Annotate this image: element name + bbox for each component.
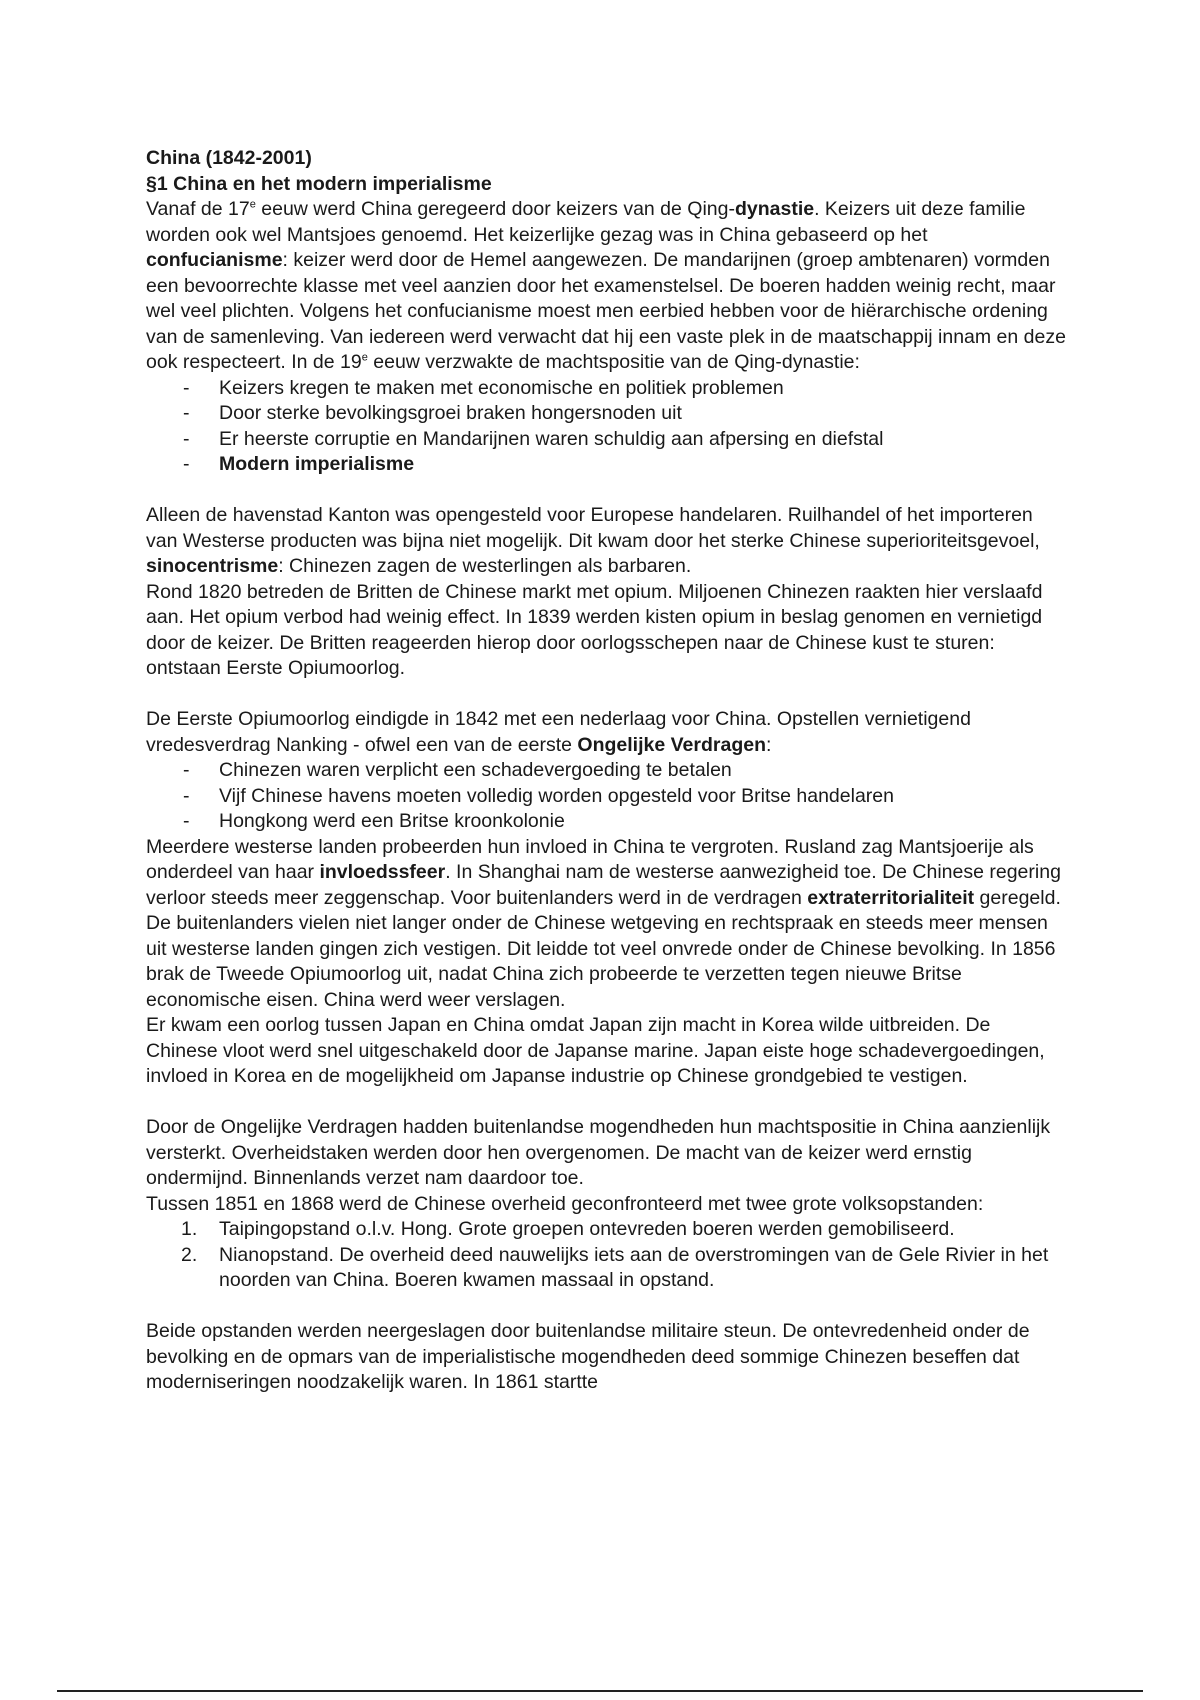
paragraph-opium: Rond 1820 betreden de Britten de Chinese markt met opium. Miljoenen Chinezen raakten hier verslaafd aan. Het opium verbod had weinig effect. In 1839 werden kisten opium in beslag genomen en vernietigd door de keizer. De Britten reageerden hierop door oorlogsschepen naar de Chinese kust te sturen: ontstaan Eerste Opiumoorlog. <box>146 580 1043 679</box>
list-item: - Vijf Chinese havens moeten volledig worden opgesteld voor Britse handelaren <box>183 784 894 807</box>
paragraph-qing-dynasty: Vanaf de 17e eeuw werd China geregeerd door keizers van de Qing-dynastie. Keizers uit deze familie worden ook wel Mantsjoes genoemd. Het keizerlijke gezag was in China gebaseerd op het confucianisme: keizer werd door de Hemel aangewezen. De mandarijnen (groep ambtenaren) vormden een bevoorrechte klasse met veel aanzien door het examenstelsel. De boeren hadden weinig recht, maar wel veel plichten. Volgens het confucianisme moest men eerbied hebben voor de hiërarchische ordening van de samenleving. Van iedereen werd verwacht dat hij een vaste plek in de maatschappij innam en deze ook respecteert. In de 19e eeuw verzwakte de machtspositie van de Qing-dynastie: <box>146 198 1066 373</box>
paragraph-first-opium-war: De Eerste Opiumoorlog eindigde in 1842 met een nederlaag voor China. Opstellen vernietigend vredesverdrag Nanking - ofwel een van de eerste Ongelijke Verdragen: <box>146 708 971 756</box>
list-item: - Chinezen waren verplicht een schadevergoeding te betalen <box>183 759 732 781</box>
paragraph-unequal-treaties: Door de Ongelijke Verdragen hadden buitenlandse mogendheden hun machtspositie in China aanzienlijk versterkt. Overheidstaken werden door hen overgenomen. De macht van de keizer werd ernstig ondermijnd. Binnenlands verzet nam daardoor toe. <box>146 1116 1051 1189</box>
list-item: - Er heerste corruptie en Mandarijnen waren schuldig aan afpersing en diefstal <box>183 427 884 450</box>
list-item: - Hongkong werd een Britse kroonkolonie <box>183 810 565 832</box>
paragraph-modernisation: Beide opstanden werden neergeslagen door buitenlandse militaire steun. De ontevredenheid onder de bevolking en de opmars van de imperialistische mogendheden deed sommige Chinezen beseffen dat moderniseringen noodzakelijk waren. In 1861 startte <box>146 1320 1030 1393</box>
paragraph-influence: Meerdere westerse landen probeerden hun invloed in China te vergroten. Rusland zag Mantsjoerije als onderdeel van haar invloedssfeer. In Shanghai nam de westerse aanwezigheid toe. De Chinese regering verloor steeds meer zeggenschap. Voor buitenlanders werd in de verdragen extraterritorialiteit geregeld. De buitenlanders vielen niet langer onder de Chinese wetgeving en rechtspraak en steeds meer mensen uit westerse landen gingen zich vestigen. Dit leidde tot veel onvrede onder de Chinese bevolking. In 1856 brak de Tweede Opiumoorlog uit, nadat China zich probeerde te verzetten tegen nieuwe Britse economische eisen. China werd weer verslagen. <box>146 835 1061 1011</box>
term-sinocentrisme: sinocentrisme <box>146 555 279 577</box>
term-extraterritorialiteit: extraterritorialiteit <box>807 886 975 909</box>
treaty-terms-list <box>146 758 1066 835</box>
term-dynastie: dynastie <box>734 198 815 220</box>
list-item: 1. Taipingopstand o.l.v. Hong. Grote groepen ontevreden boeren werden gemobiliseerd. <box>181 1218 955 1240</box>
paragraph-japan-war: Er kwam een oorlog tussen Japan en China omdat Japan zijn macht in Korea wilde uitbreiden. De Chinese vloot werd snel uitgeschakeld door de Japanse marine. Japan eiste hoge schadevergoedingen, invloed in Korea en de mogelijkheid om Japanse industrie op Chinese grondgebied te vestigen. <box>146 1014 1045 1087</box>
term-ongelijke-verdragen: Ongelijke Verdragen <box>577 733 766 756</box>
document-page <box>146 146 1066 1396</box>
paragraph-uprisings-intro: Tussen 1851 en 1868 werd de Chinese overheid geconfronteerd met twee grote volksopstanden: <box>146 1192 984 1215</box>
page-bottom-rule <box>57 1690 1143 1692</box>
list-item: - Modern imperialisme <box>183 453 415 475</box>
document-title: China (1842-2001) <box>146 147 312 169</box>
uprisings-list <box>146 1217 1066 1294</box>
term-confucianisme: confucianisme <box>146 249 283 271</box>
list-item: - Keizers kregen te maken met economische en politiek problemen <box>183 376 784 399</box>
list-item: - Door sterke bevolkingsgroei braken hongersnoden uit <box>183 402 682 424</box>
paragraph-kanton: Alleen de havenstad Kanton was opengesteld voor Europese handelaren. Ruilhandel of het importeren van Westerse producten was bijna niet mogelijk. Dit kwam door het sterke Chinese superioriteitsgevoel, sinocentrisme: Chinezen zagen de westerlingen als barbaren. <box>146 504 1040 577</box>
section-heading: §1 China en het modern imperialisme <box>146 172 492 195</box>
list-item: 2. Nianopstand. De overheid deed nauwelijks iets aan de overstromingen van de Gele Rivier in het noorden van China. Boeren kwamen massaal in opstand. <box>181 1243 1049 1291</box>
term-invloedssfeer: invloedssfeer <box>319 861 446 883</box>
weakness-list <box>146 376 1066 478</box>
